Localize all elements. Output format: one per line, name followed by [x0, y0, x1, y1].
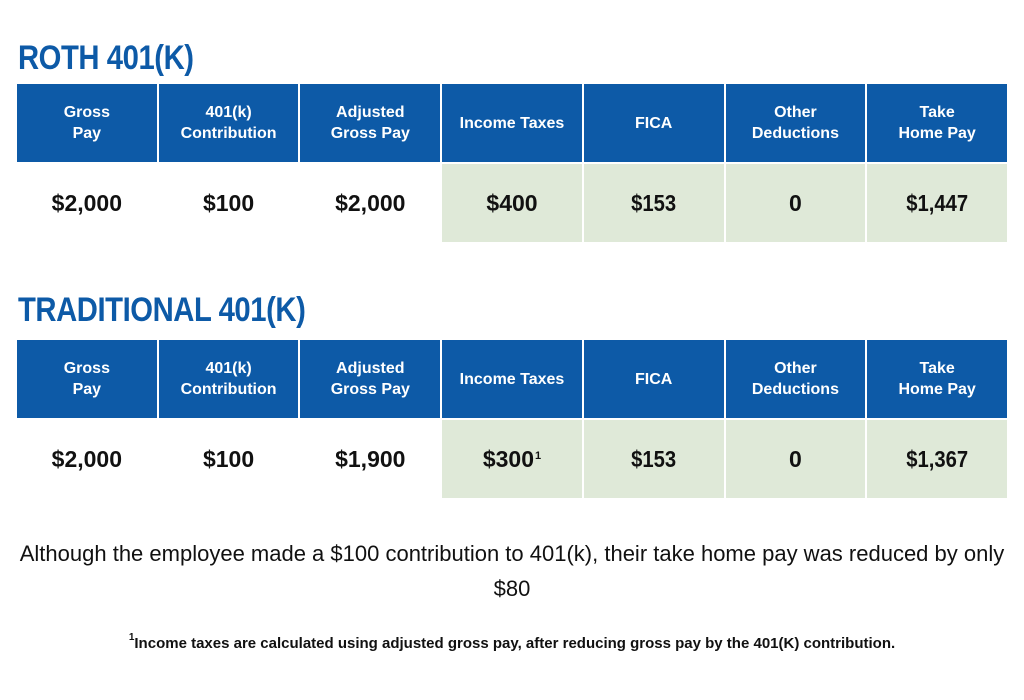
header-other-deductions: Other Deductions — [726, 340, 866, 418]
roth-take-home-cell — [867, 164, 1007, 242]
roth-table — [17, 84, 1007, 242]
roth-other-deductions: 0 — [726, 164, 866, 242]
header-take-home-pay: Take Home Pay — [867, 84, 1007, 162]
roth-contribution: $100 — [202, 189, 255, 216]
traditional-take-home-pay: $1,367 — [906, 445, 969, 472]
header-income-taxes: Income Taxes — [442, 84, 582, 162]
header-gross-pay: Gross Pay — [17, 84, 157, 162]
traditional-fica: $153 — [631, 445, 677, 472]
traditional-title: TRADITIONAL 401(K) — [18, 291, 306, 329]
summary-note: Although the employee made a $100 contribution to 401(k), their take home pay was reduced by only $80 — [19, 541, 1005, 601]
footnote-text: Income taxes are calculated using adjusted gross pay, after reducing gross pay by the 401(K) contribution. — [134, 635, 896, 652]
header-fica: FICA — [584, 84, 724, 162]
roth-adjusted-gross-pay: $2,000 — [335, 189, 406, 216]
header-take-home-pay: Take Home Pay — [867, 340, 1007, 418]
footnote-number: 1 — [128, 632, 135, 643]
traditional-fica-cell — [584, 420, 724, 498]
traditional-table — [17, 340, 1007, 498]
header-income-taxes: Income Taxes — [442, 340, 582, 418]
traditional-income-taxes: $300 — [482, 445, 535, 472]
traditional-gross-pay: $2,000 — [51, 445, 123, 472]
roth-fica: $153 — [631, 189, 677, 216]
roth-gross-pay: $2,000 — [51, 189, 123, 216]
roth-fica-cell — [584, 164, 724, 242]
roth-take-home-pay: $1,447 — [906, 189, 969, 216]
traditional-take-home-cell — [867, 420, 1007, 498]
header-contribution: 401(k) Contribution — [159, 84, 299, 162]
roth-income-taxes: $400 — [442, 164, 582, 242]
header-other-deductions: Other Deductions — [726, 84, 866, 162]
traditional-other-deductions: 0 — [726, 420, 866, 498]
header-adjusted-gross-pay: Adjusted Gross Pay — [300, 84, 440, 162]
header-adjusted-gross-pay: Adjusted Gross Pay — [300, 340, 440, 418]
header-contribution: 401(k) Contribution — [159, 340, 299, 418]
header-gross-pay: Gross Pay — [17, 340, 157, 418]
roth-title: ROTH 401(K) — [18, 39, 194, 77]
traditional-income-taxes-cell — [442, 420, 582, 498]
traditional-contribution: $100 — [202, 445, 255, 472]
header-fica: FICA — [584, 340, 724, 418]
footnote-marker: 1 — [535, 450, 542, 462]
footnote — [0, 634, 1024, 652]
traditional-adjusted-gross-pay: $1,900 — [335, 445, 406, 472]
